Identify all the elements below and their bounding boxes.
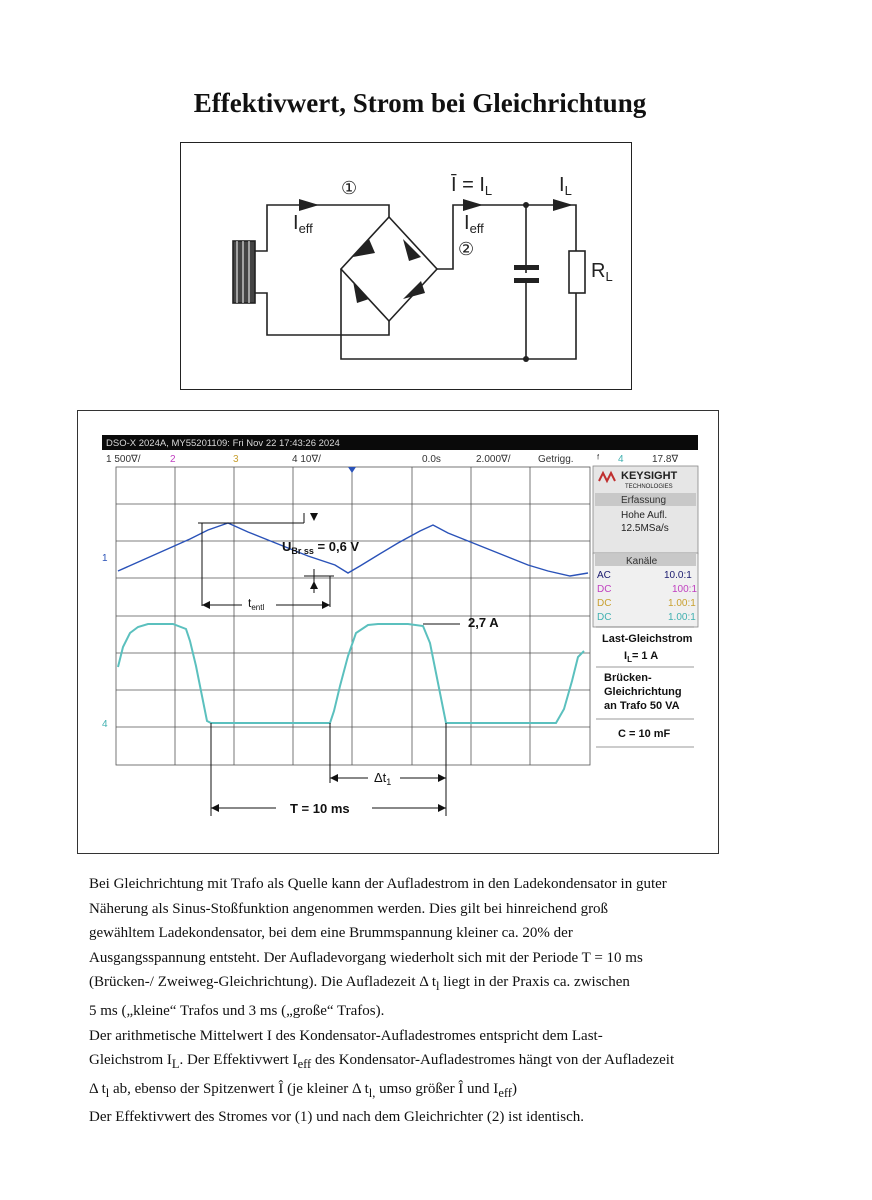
il-label: $I_L$ <box>559 174 572 198</box>
side-bridge-2: Gleichrichtung <box>604 686 682 698</box>
acquisition-mode: Hohe Aufl. <box>621 510 668 521</box>
rl-label: $R_L$ <box>591 260 613 284</box>
ch2-scale: 2 <box>170 454 176 465</box>
acquisition-header: Erfassung <box>621 495 667 506</box>
load-resistor <box>569 251 585 293</box>
text-line: Der arithmetische Mittelwert I des Kondensator-Aufladestromes entspricht dem Last- <box>89 1027 603 1044</box>
acquisition-rate: 12.5MSa/s <box>621 523 669 534</box>
text-line: Δ $t_l$ ab, ebenso der Spitzenwert Î (je kleiner Δ $t_{l,}$ umso größer Î und $I_{eff}$) <box>89 1080 517 1100</box>
circuit-schematic <box>181 143 631 389</box>
trigger-position-marker <box>348 467 356 473</box>
page-title: Effektivwert, Strom bei Gleichrichtung <box>193 88 647 118</box>
text-line: gewähltem Ladekondensator, bei dem eine Brummspannung kleiner ca. 20% der <box>89 925 573 942</box>
ch1-coupling: AC <box>597 570 611 581</box>
brand-sub: TECHNOLOGIES <box>625 484 673 490</box>
trigger-channel: 4 <box>618 454 624 465</box>
ieff-2-label: $I_{eff}$ <box>464 212 484 236</box>
ch3-coupling: DC <box>597 598 612 609</box>
arrow-ieff-2 <box>463 199 483 211</box>
peak-annotation: 2,7 A <box>468 615 499 630</box>
arrow-il <box>553 199 573 211</box>
arrow-ubr-top <box>310 513 318 521</box>
diode-1 <box>353 239 375 257</box>
text-line: Ausgangsspannung entsteht. Der Aufladevorgang wiederholt sich mit der Periode T = 10 ms <box>89 949 643 966</box>
ch1-scale: 1 500∇/ <box>106 454 141 465</box>
node-label-1: ① <box>341 178 358 199</box>
arrow-dt-right <box>438 774 446 782</box>
ch1-marker: 1 <box>102 553 108 564</box>
ubr-annotation: $U_{Br ss} = 0,6$ V <box>282 539 360 556</box>
text-line: (Brücken-/ Zweiweg-Gleichrichtung). Die Aufladezeit Δ $t_l$ liegt in der Praxis ca. zwischen <box>89 974 630 994</box>
scope-grid <box>116 467 590 765</box>
arrow-dt-left <box>330 774 338 782</box>
ch2-coupling: DC <box>597 584 612 595</box>
side-capacitance: C = 10 mF <box>618 728 671 740</box>
text-line: Gleichstrom $I_L$. Der Effektivwert $I_{eff}$ des Kondensator-Aufladestromes hängt von der Aufladezeit <box>89 1052 675 1072</box>
capacitor-plate-top <box>514 265 539 270</box>
channels-header: Kanäle <box>626 556 658 567</box>
trigger-mode: Getrigg. <box>538 454 574 465</box>
trigger-level: 17.8∇ <box>652 454 679 465</box>
arrow-ubr-bottom <box>310 581 318 589</box>
transformer-core <box>233 241 255 303</box>
arrow-tentl-right <box>322 601 330 609</box>
scope-status-text: DSO-X 2024A, MY55201109: Fri Nov 22 17:43:26 2024 <box>106 438 340 449</box>
brand-name: KEYSIGHT <box>621 470 678 482</box>
tentl-annotation: $t_{entl}$ <box>248 596 265 612</box>
side-bridge-3: an Trafo 50 VA <box>604 700 680 712</box>
current-trace <box>118 624 584 723</box>
ieff-1-label: $I_{eff}$ <box>293 212 313 236</box>
ch2-ratio: 100:1 <box>672 584 698 595</box>
ibar-il-label: Ī = $I_L$ <box>451 174 493 198</box>
ch4-ratio: 1.00:1 <box>668 612 696 623</box>
ch4-scale: 4 10∇/ <box>292 454 321 465</box>
ch4-marker: 4 <box>102 719 108 730</box>
arrow-tentl-left <box>202 601 210 609</box>
text-line: Näherung als Sinus-Stoßfunktion angenommen werden. Dies gilt bei hinreichend groß <box>89 900 609 917</box>
scope-screen <box>78 411 718 853</box>
side-bridge-1: Brücken- <box>604 672 652 684</box>
arrow-period-right <box>438 804 446 812</box>
text-line: Der Effektivwert des Stromes vor (1) und nach dem Gleichrichter (2) ist identisch. <box>89 1109 584 1126</box>
time-scale: 2.000∇/ <box>476 454 511 465</box>
ch3-scale: 3 <box>233 454 239 465</box>
text-line: Bei Gleichrichtung mit Trafo als Quelle kann der Aufladestrom in den Ladekondensator in guter <box>89 876 667 892</box>
arrow-ieff-1 <box>299 199 319 211</box>
side-load-current-value: $I_L= 1$ A <box>624 650 659 664</box>
period-annotation: T = 10 ms <box>290 801 350 816</box>
arrow-period-left <box>211 804 219 812</box>
ch1-ratio: 10.0:1 <box>664 570 692 581</box>
dt-annotation: $\Delta t_1$ <box>374 770 392 787</box>
ch3-ratio: 1.00:1 <box>668 598 696 609</box>
oscilloscope-capture <box>77 410 719 854</box>
time-position: 0.0s <box>422 454 441 465</box>
side-load-current-title: Last-Gleichstrom <box>602 633 693 645</box>
circuit-diagram <box>180 142 632 390</box>
trigger-icon: ᶠ <box>597 454 600 465</box>
diode-3 <box>353 281 369 303</box>
ch4-coupling: DC <box>597 612 612 623</box>
node-label-2: ② <box>458 239 475 260</box>
capacitor-plate-bottom <box>514 278 539 283</box>
diode-4 <box>403 281 425 299</box>
explanation-text <box>89 872 789 1130</box>
text-line: 5 ms („kleine“ Trafos und 3 ms („große“ Trafos). <box>89 1002 385 1019</box>
